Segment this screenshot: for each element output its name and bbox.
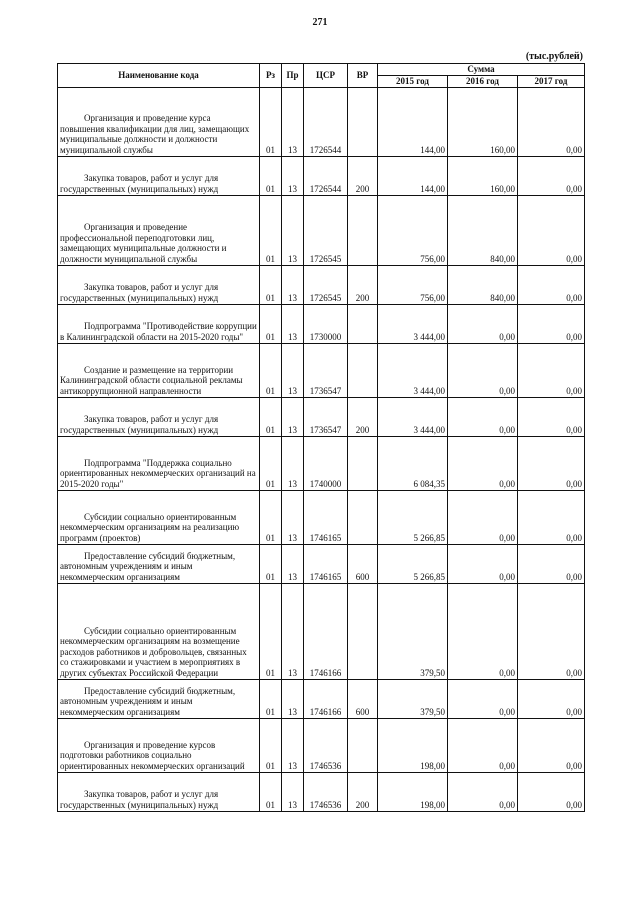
header-2016: 2016 год <box>448 75 518 87</box>
cell-y2017: 0,00 <box>518 436 585 490</box>
cell-vr: 200 <box>348 265 378 304</box>
cell-y2017: 0,00 <box>518 772 585 811</box>
header-csr: ЦСР <box>304 64 348 88</box>
cell-pr: 13 <box>282 490 304 544</box>
cell-pr: 13 <box>282 544 304 583</box>
header-name: Наименование кода <box>58 64 260 88</box>
cell-csr: 1746166 <box>304 583 348 679</box>
cell-y2016: 0,00 <box>448 490 518 544</box>
cell-y2016: 0,00 <box>448 583 518 679</box>
cell-y2017: 0,00 <box>518 87 585 156</box>
cell-y2016: 0,00 <box>448 397 518 436</box>
budget-table <box>57 63 585 812</box>
table-row <box>58 156 585 195</box>
cell-name: Предоставление субсидий бюджетным, автономным учреждениям и иным некоммерческим организациям <box>58 544 260 583</box>
header-2015: 2015 год <box>378 75 448 87</box>
header-rz: Рз <box>260 64 282 88</box>
cell-name: Закупка товаров, работ и услуг для государственных (муниципальных) нужд <box>58 397 260 436</box>
cell-y2017: 0,00 <box>518 343 585 397</box>
cell-y2017: 0,00 <box>518 583 585 679</box>
table-row <box>58 679 585 718</box>
cell-y2017: 0,00 <box>518 718 585 772</box>
cell-vr: 200 <box>348 397 378 436</box>
cell-y2015: 5 266,85 <box>378 490 448 544</box>
cell-pr: 13 <box>282 772 304 811</box>
table-row <box>58 195 585 265</box>
cell-y2015: 756,00 <box>378 265 448 304</box>
table-row <box>58 304 585 343</box>
cell-vr <box>348 436 378 490</box>
cell-y2015: 198,00 <box>378 718 448 772</box>
cell-pr: 13 <box>282 718 304 772</box>
cell-y2015: 3 444,00 <box>378 304 448 343</box>
cell-name: Закупка товаров, работ и услуг для государственных (муниципальных) нужд <box>58 772 260 811</box>
cell-vr: 600 <box>348 544 378 583</box>
cell-y2016: 160,00 <box>448 156 518 195</box>
cell-csr: 1726545 <box>304 265 348 304</box>
cell-y2017: 0,00 <box>518 304 585 343</box>
cell-csr: 1746536 <box>304 772 348 811</box>
cell-y2017: 0,00 <box>518 679 585 718</box>
cell-name: Организация и проведение профессиональной переподготовки лиц, замещающих муниципальные должности и должности муниципальной службы <box>58 195 260 265</box>
table-row <box>58 490 585 544</box>
cell-pr: 13 <box>282 156 304 195</box>
cell-name: Закупка товаров, работ и услуг для государственных (муниципальных) нужд <box>58 265 260 304</box>
cell-csr: 1730000 <box>304 304 348 343</box>
cell-name: Закупка товаров, работ и услуг для государственных (муниципальных) нужд <box>58 156 260 195</box>
cell-y2017: 0,00 <box>518 156 585 195</box>
cell-rz: 01 <box>260 544 282 583</box>
cell-rz: 01 <box>260 304 282 343</box>
table-row <box>58 436 585 490</box>
header-2017: 2017 год <box>518 75 585 87</box>
cell-name: Создание и размещение на территории Калининградской области социальной рекламы антикоррупционной направленности <box>58 343 260 397</box>
cell-y2015: 3 444,00 <box>378 343 448 397</box>
cell-csr: 1746166 <box>304 679 348 718</box>
cell-pr: 13 <box>282 436 304 490</box>
cell-csr: 1736547 <box>304 397 348 436</box>
units-label: (тыс.рублей) <box>525 51 583 62</box>
cell-csr: 1746536 <box>304 718 348 772</box>
cell-pr: 13 <box>282 343 304 397</box>
cell-y2016: 0,00 <box>448 436 518 490</box>
cell-y2015: 198,00 <box>378 772 448 811</box>
cell-name: Подпрограмма "Противодействие коррупции в Калининградской области на 2015-2020 годы" <box>58 304 260 343</box>
header-pr: Пр <box>282 64 304 88</box>
cell-name: Организация и проведение курса повышения квалификации для лиц, замещающих муниципальные должности и должности муниципальной службы <box>58 87 260 156</box>
cell-y2015: 3 444,00 <box>378 397 448 436</box>
cell-pr: 13 <box>282 679 304 718</box>
cell-rz: 01 <box>260 397 282 436</box>
cell-pr: 13 <box>282 583 304 679</box>
cell-vr <box>348 343 378 397</box>
cell-pr: 13 <box>282 304 304 343</box>
cell-pr: 13 <box>282 87 304 156</box>
cell-csr: 1746165 <box>304 544 348 583</box>
cell-rz: 01 <box>260 718 282 772</box>
table-row <box>58 583 585 679</box>
page-number: 271 <box>312 17 328 28</box>
cell-name: Субсидии социально ориентированным некоммерческим организациям на возмещение расходов работников и добровольцев, связанных со стажировками и участием в мероприятиях в других субъектах Российской Федерации <box>58 583 260 679</box>
cell-y2015: 144,00 <box>378 87 448 156</box>
cell-y2016: 0,00 <box>448 679 518 718</box>
table-body <box>58 87 585 811</box>
table-row <box>58 87 585 156</box>
cell-vr: 600 <box>348 679 378 718</box>
cell-y2016: 0,00 <box>448 544 518 583</box>
cell-csr: 1736547 <box>304 343 348 397</box>
cell-vr <box>348 490 378 544</box>
cell-y2016: 840,00 <box>448 265 518 304</box>
cell-vr <box>348 304 378 343</box>
cell-csr: 1746165 <box>304 490 348 544</box>
cell-rz: 01 <box>260 679 282 718</box>
cell-name: Подпрограмма "Поддержка социально ориентированных некоммерческих организаций на 2015-2020 годы" <box>58 436 260 490</box>
cell-rz: 01 <box>260 490 282 544</box>
cell-vr <box>348 87 378 156</box>
cell-y2015: 379,50 <box>378 679 448 718</box>
table-row <box>58 343 585 397</box>
cell-name: Предоставление субсидий бюджетным, автономным учреждениям и иным некоммерческим организациям <box>58 679 260 718</box>
cell-vr <box>348 583 378 679</box>
table-row <box>58 718 585 772</box>
cell-csr: 1726545 <box>304 195 348 265</box>
cell-y2015: 756,00 <box>378 195 448 265</box>
cell-y2017: 0,00 <box>518 195 585 265</box>
cell-y2015: 379,50 <box>378 583 448 679</box>
cell-pr: 13 <box>282 397 304 436</box>
header-sum: Сумма <box>378 64 585 76</box>
cell-y2017: 0,00 <box>518 265 585 304</box>
cell-rz: 01 <box>260 583 282 679</box>
table-header <box>58 64 585 88</box>
cell-y2017: 0,00 <box>518 397 585 436</box>
cell-rz: 01 <box>260 265 282 304</box>
cell-y2016: 0,00 <box>448 718 518 772</box>
cell-pr: 13 <box>282 265 304 304</box>
cell-rz: 01 <box>260 156 282 195</box>
cell-name: Субсидии социально ориентированным некоммерческим организациям на реализацию программ (проектов) <box>58 490 260 544</box>
cell-rz: 01 <box>260 772 282 811</box>
cell-csr: 1740000 <box>304 436 348 490</box>
cell-vr: 200 <box>348 156 378 195</box>
cell-y2016: 0,00 <box>448 304 518 343</box>
table-row <box>58 772 585 811</box>
cell-rz: 01 <box>260 343 282 397</box>
cell-rz: 01 <box>260 87 282 156</box>
cell-vr <box>348 718 378 772</box>
cell-y2016: 160,00 <box>448 87 518 156</box>
cell-csr: 1726544 <box>304 156 348 195</box>
cell-pr: 13 <box>282 195 304 265</box>
cell-y2015: 6 084,35 <box>378 436 448 490</box>
cell-csr: 1726544 <box>304 87 348 156</box>
cell-rz: 01 <box>260 436 282 490</box>
header-vr: ВР <box>348 64 378 88</box>
table-row <box>58 544 585 583</box>
cell-y2017: 0,00 <box>518 490 585 544</box>
cell-y2015: 5 266,85 <box>378 544 448 583</box>
cell-rz: 01 <box>260 195 282 265</box>
cell-y2017: 0,00 <box>518 544 585 583</box>
cell-y2015: 144,00 <box>378 156 448 195</box>
table-row <box>58 265 585 304</box>
cell-name: Организация и проведение курсов подготовки работников социально ориентированных некоммерческих организаций <box>58 718 260 772</box>
cell-vr <box>348 195 378 265</box>
cell-vr: 200 <box>348 772 378 811</box>
cell-y2016: 0,00 <box>448 343 518 397</box>
table-row <box>58 397 585 436</box>
cell-y2016: 0,00 <box>448 772 518 811</box>
cell-y2016: 840,00 <box>448 195 518 265</box>
